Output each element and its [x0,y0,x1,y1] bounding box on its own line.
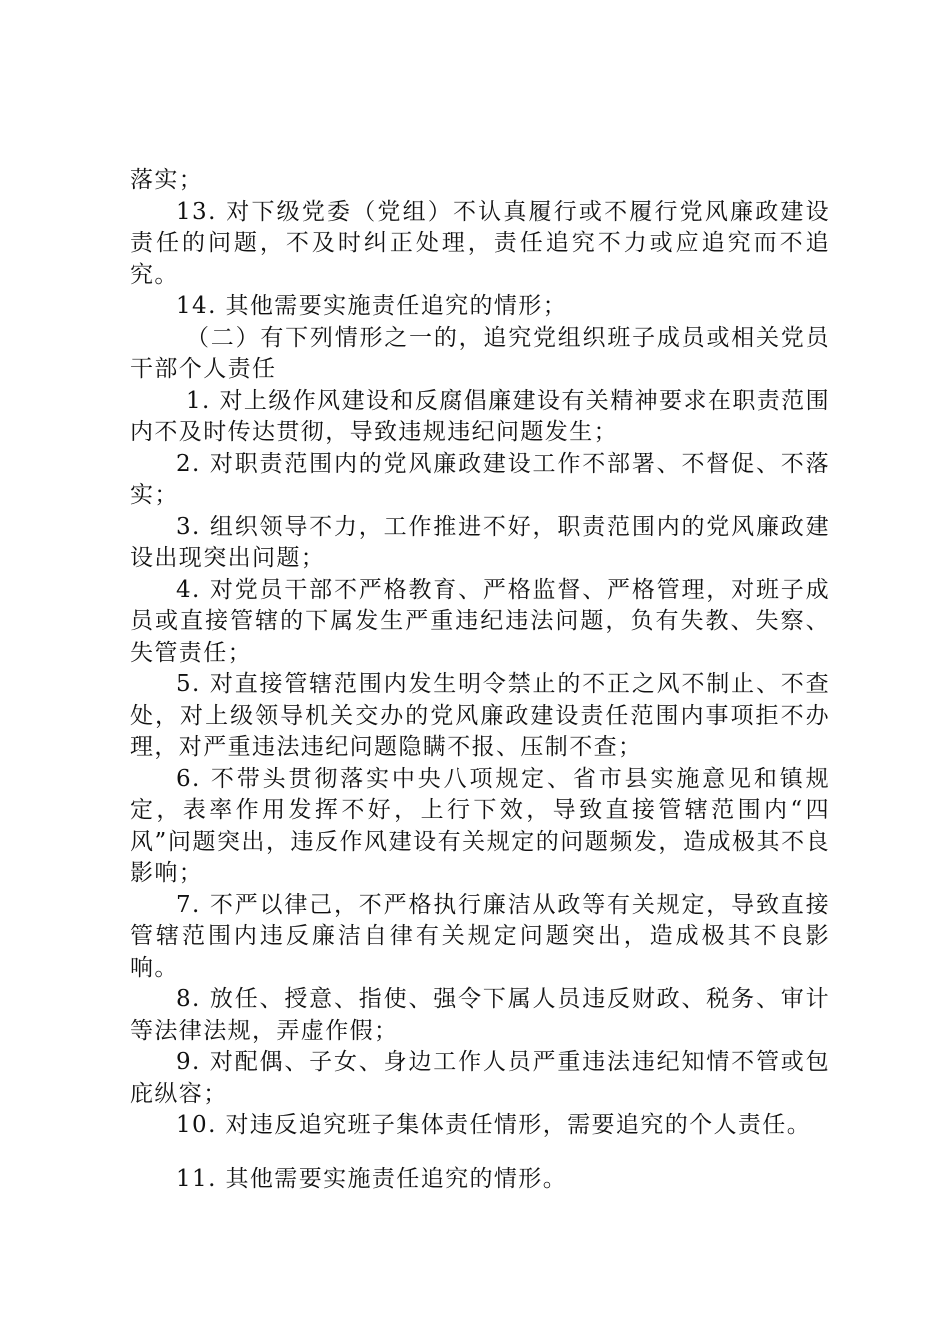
paragraph-item-6: 6. 不带头贯彻落实中央八项规定、省市县实施意见和镇规定，表率作用发挥不好，上行下效，导致直接管辖范围内“四风”问题突出，违反作风建设有关规定的问题频发，造成极其不良影响； [130,765,830,886]
paragraph-item-4: 4. 对党员干部不严格教育、严格监督、严格管理，对班子成员或直接管辖的下属发生严重违纪违法问题，负有失教、失察、失管责任； [130,576,830,666]
paragraph-item-2: 2. 对职责范围内的党风廉政建设工作不部署、不督促、不落实； [130,450,830,508]
paragraph-continuation: 落实； [130,167,204,193]
paragraph-item-1: 1. 对上级作风建设和反腐倡廉建设有关精神要求在职责范围内不及时传达贯彻，导致违规违纪问题发生； [130,387,830,445]
paragraph-item-9: 9. 对配偶、子女、身边工作人员严重违法违纪知情不管或包庇纵容； [130,1049,830,1107]
paragraph-item-14: 14. 其他需要实施责任追究的情形； [176,293,568,319]
paragraph-item-7: 7. 不严以律己，不严格执行廉洁从政等有关规定，导致直接管辖范围内违反廉洁自律有关规定问题突出，造成极其不良影响。 [130,891,830,981]
paragraph-item-10: 10. 对违反追究班子集体责任情形，需要追究的个人责任。 [176,1112,812,1138]
paragraph-item-13: 13. 对下级党委（党组）不认真履行或不履行党风廉政建设责任的问题，不及时纠正处理，责任追究不力或应追究而不追究。 [130,198,830,288]
paragraph-item-3: 3. 组织领导不力，工作推进不好，职责范围内的党风廉政建设出现突出问题； [130,513,830,571]
paragraph-item-5: 5. 对直接管辖范围内发生明令禁止的不正之风不制止、不查处，对上级领导机关交办的党风廉政建设责任范围内事项拒不办理，对严重违法违纪问题隐瞒不报、压制不查； [130,671,830,760]
paragraph-item-11: 11. 其他需要实施责任追究的情形。 [176,1165,568,1192]
paragraph-item-8: 8. 放任、授意、指使、强令下属人员违反财政、税务、审计等法律法规，弄虚作假； [130,986,830,1044]
document-body [130,165,830,1195]
section-heading-2: （二）有下列情形之一的，追究党组织班子成员或相关党员干部个人责任 [130,324,830,382]
